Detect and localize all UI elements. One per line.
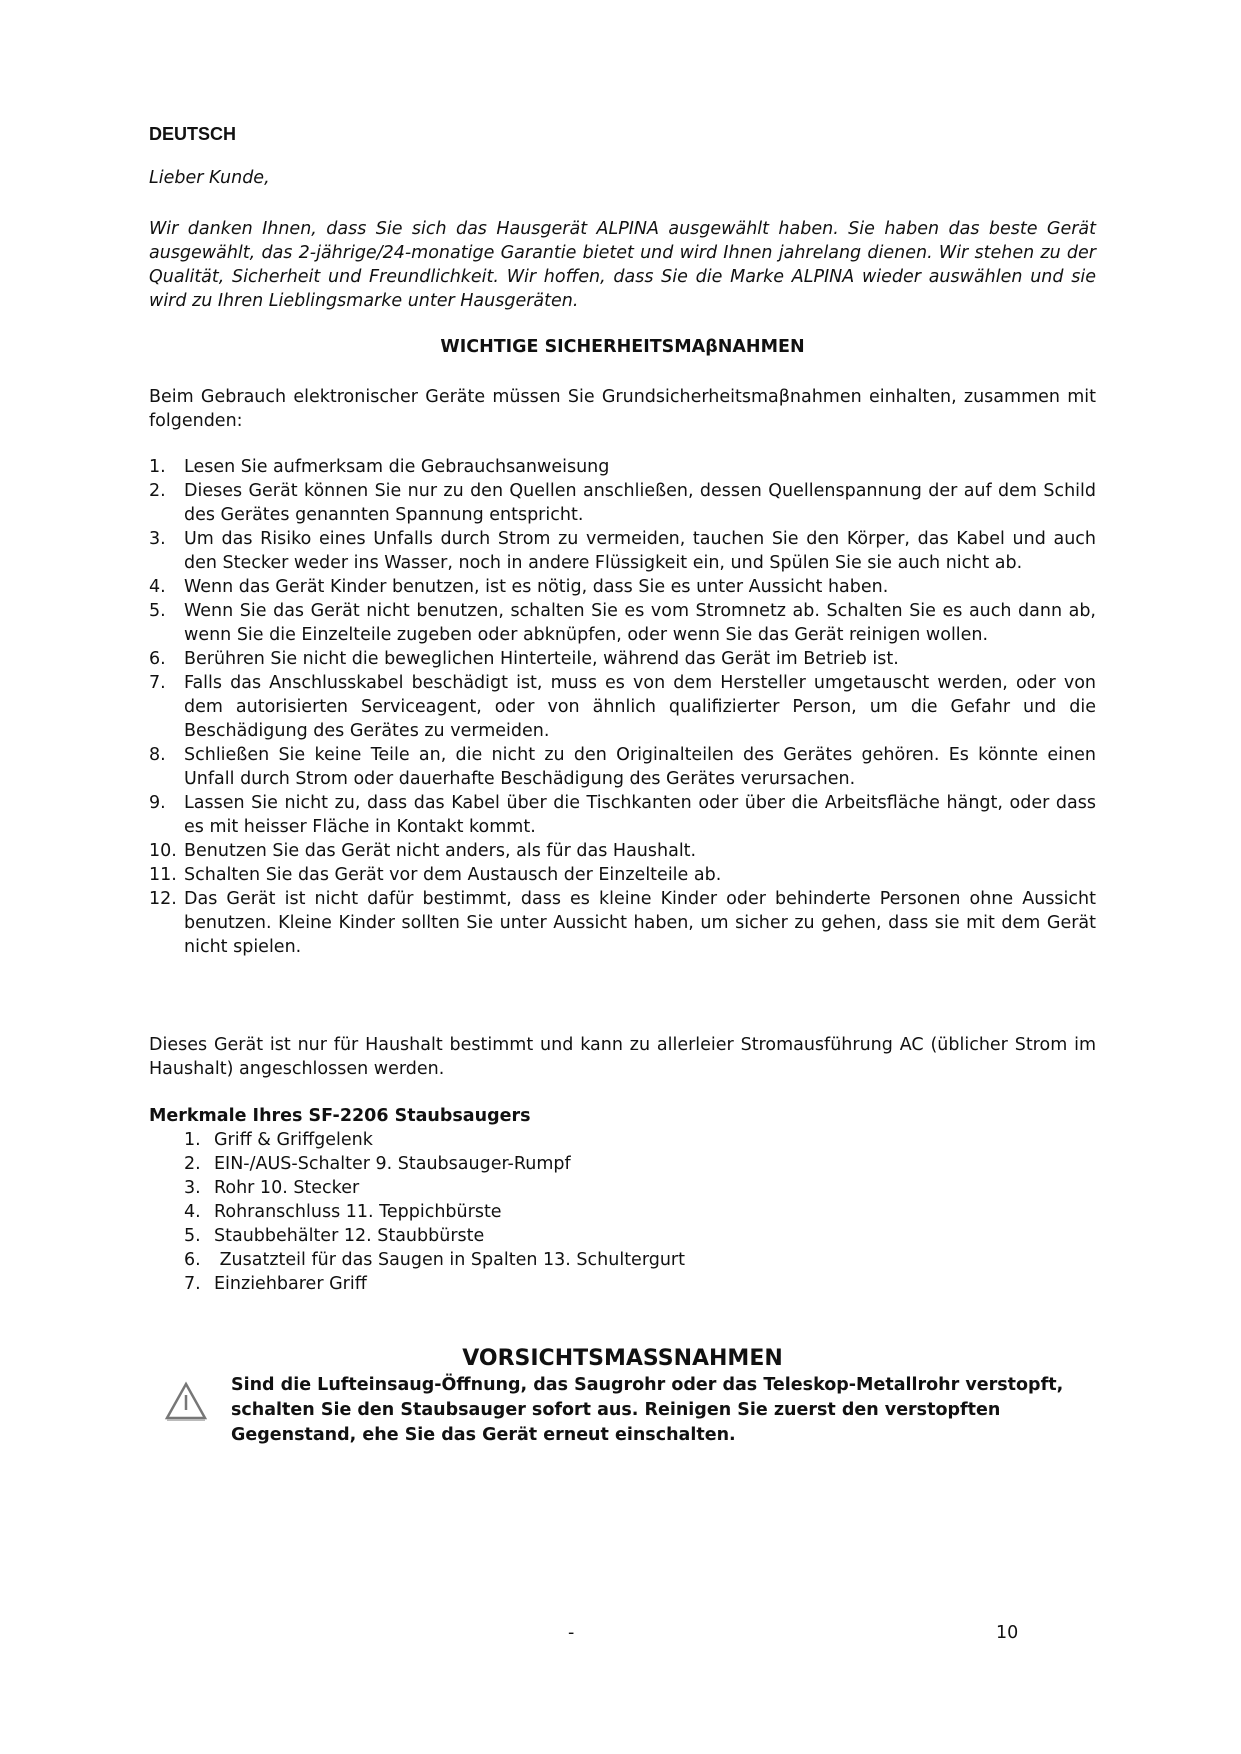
safety-heading: WICHTIGE SICHERHEITSMAβNAHMEN <box>440 337 805 357</box>
item-text: Schließen Sie keine Teile an, die nicht zu den Originalteilen des Gerätes gehören. Es könnte einen Unfall durch Strom oder dauerhafte Beschädigung des Gerätes verursachen. <box>184 745 1096 789</box>
item-text: Um das Risiko eines Unfalls durch Strom zu vermeiden, tauchen Sie den Körper, das Kabel und auch den Stecker weder ins Wasser, noch in andere Flüssigkeit ein, und Spülen Sie sie auch nicht ab. <box>184 529 1096 573</box>
item-number: 7. <box>149 673 166 693</box>
item-number: 6. <box>149 649 166 669</box>
item-text: Das Gerät ist nicht dafür bestimmt, dass es kleine Kinder oder behinderte Personen ohne Aussicht benutzen. Kleine Kinder sollten Sie unter Aussicht haben, um sicher zu gehen, dass sie mit dem Gerät nicht spielen. <box>184 889 1096 957</box>
item-number: 1. <box>184 1130 201 1150</box>
item-number: 12. <box>149 889 177 909</box>
item-text: Lesen Sie aufmerksam die Gebrauchsanweisung <box>184 457 610 477</box>
item-text: Griff & Griffgelenk <box>214 1130 373 1150</box>
item-number: 3. <box>149 529 166 549</box>
item-text: Staubbehälter 12. Staubbürste <box>214 1226 485 1246</box>
household-note: Dieses Gerät ist nur für Haushalt bestimmt und kann zu allerleier Stromausführung AC (üblicher Strom im Haushalt) angeschlossen werden. <box>149 1035 1096 1079</box>
item-number: 5. <box>184 1226 201 1246</box>
item-text: Rohr 10. Stecker <box>214 1178 360 1198</box>
item-text: Zusatzteil für das Saugen in Spalten 13. Schultergurt <box>214 1250 685 1270</box>
list-item <box>149 527 1096 575</box>
item-number: 7. <box>184 1274 201 1294</box>
item-text: EIN-/AUS-Schalter 9. Staubsauger-Rumpf <box>214 1154 571 1174</box>
item-text: Benutzen Sie das Gerät nicht anders, als für das Haushalt. <box>184 841 697 861</box>
item-number: 9. <box>149 793 166 813</box>
list-item <box>149 1272 1096 1296</box>
list-item <box>149 599 1096 647</box>
list-item <box>149 479 1096 527</box>
item-number: 8. <box>149 745 166 765</box>
item-text: Berühren Sie nicht die beweglichen Hinterteile, während das Gerät im Betrieb ist. <box>184 649 899 669</box>
list-item <box>149 1200 1096 1224</box>
list-item <box>149 647 1096 671</box>
list-item <box>149 1128 1096 1152</box>
list-item <box>149 863 1096 887</box>
item-text: Dieses Gerät können Sie nur zu den Quellen anschließen, dessen Quellenspannung der auf dem Schild des Gerätes genannten Spannung entspricht. <box>184 481 1096 525</box>
features-list <box>149 1128 1096 1296</box>
item-number: 2. <box>184 1154 201 1174</box>
item-text: Wenn Sie das Gerät nicht benutzen, schalten Sie es vom Stromnetz ab. Schalten Sie es auch dann ab, wenn Sie die Einzelteile zugeben oder abknüpfen, oder wenn Sie das Gerät reinigen wollen. <box>184 601 1096 645</box>
item-text: Lassen Sie nicht zu, dass das Kabel über die Tischkanten oder über die Arbeitsfläche hängt, oder dass es mit heisser Fläche in Kontakt kommt. <box>184 793 1096 837</box>
list-item <box>149 1248 1096 1272</box>
safety-list <box>149 455 1096 959</box>
language-heading: DEUTSCH <box>149 124 237 144</box>
list-item <box>149 455 1096 479</box>
caution-text: Sind die Lufteinsaug-Öffnung, das Saugrohr oder das Teleskop-Metallrohr verstopft, schalten Sie den Staubsauger sofort aus. Reinigen Sie zuerst den verstopften Gegenstand, ehe Sie das Gerät erneut einschalten. <box>231 1375 1064 1445</box>
item-number: 10. <box>149 841 177 861</box>
item-number: 6. <box>184 1250 201 1270</box>
item-number: 1. <box>149 457 166 477</box>
item-number: 3. <box>184 1178 201 1198</box>
page-number: 10 <box>996 1623 1019 1643</box>
list-item <box>149 1176 1096 1200</box>
item-text: Einziehbarer Griff <box>214 1274 367 1294</box>
item-number: 4. <box>184 1202 201 1222</box>
list-item <box>149 671 1096 743</box>
list-item <box>149 839 1096 863</box>
caution-heading: VORSICHTSMASSNAHMEN <box>462 1346 783 1371</box>
list-item <box>149 887 1096 959</box>
list-item <box>149 1224 1096 1248</box>
item-number: 2. <box>149 481 166 501</box>
item-number: 5. <box>149 601 166 621</box>
footer-dash: - <box>568 1623 575 1643</box>
list-item <box>149 575 1096 599</box>
item-number: 11. <box>149 865 177 885</box>
item-text: Rohranschluss 11. Teppichbürste <box>214 1202 502 1222</box>
features-heading: Merkmale Ihres SF-2206 Staubsaugers <box>149 1106 531 1126</box>
intro-paragraph: Wir danken Ihnen, dass Sie sich das Hausgerät ALPINA ausgewählt haben. Sie haben das beste Gerät ausgewählt, das 2-jährige/24-monatige Garantie bietet und wird Ihnen jahrelang dienen. Wir stehen zu der Qualität, Sicherheit und Freundlichkeit. Wir hoffen, dass Sie die Marke ALPINA wieder auswählen und sie wird zu Ihren Lieblingsmarke unter Hausgeräten. <box>149 219 1096 311</box>
warning-triangle-icon <box>163 1380 209 1424</box>
list-item <box>149 1152 1096 1176</box>
item-number: 4. <box>149 577 166 597</box>
safety-intro: Beim Gebrauch elektronischer Geräte müssen Sie Grundsicherheitsmaβnahmen einhalten, zusammen mit folgenden: <box>149 387 1096 431</box>
item-text: Schalten Sie das Gerät vor dem Austausch der Einzelteile ab. <box>184 865 722 885</box>
item-text: Falls das Anschlusskabel beschädigt ist, muss es von dem Hersteller umgetauscht werden, oder von dem autorisierten Serviceagent, oder von ähnlich qualifizierter Person, um die Gefahr und die Beschädigung des Gerätes zu vermeiden. <box>184 673 1096 741</box>
list-item <box>149 791 1096 839</box>
item-text: Wenn das Gerät Kinder benutzen, ist es nötig, dass Sie es unter Aussicht haben. <box>184 577 889 597</box>
list-item <box>149 743 1096 791</box>
greeting: Lieber Kunde, <box>149 168 270 188</box>
